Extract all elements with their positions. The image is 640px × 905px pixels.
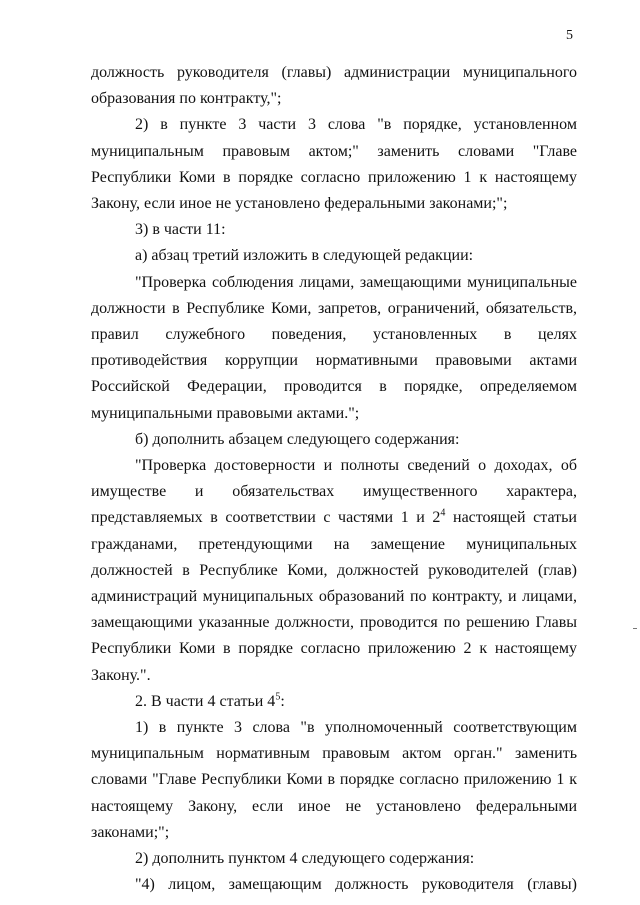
superscript: 4 xyxy=(440,508,446,520)
paragraph-item-3: 3) в части 11: xyxy=(135,221,226,239)
paragraph-item-2: 2) в пункте 3 части 3 слова "в порядке, установленном муниципальным правовым актом;" заменить словами "Главе Республики Коми в порядке согласно приложению 1 к настоящему Закону, если иное не установлено федеральными законами;"; xyxy=(91,116,577,213)
paragraph-subitem-1: 1) в пункте 3 слова "в уполномоченный соответствующим муниципальным нормативным правовым актом орган." заменить словами "Главе Республики Коми в порядке согласно приложению 1 к настоящему Закону, если иное не установлено федеральными законами;"; xyxy=(91,719,577,841)
paragraph-text: : xyxy=(280,692,285,710)
paragraph-quote-check: "Проверка соблюдения лицами, замещающими муниципальные должности в Республике Коми, запретов, ограничений, обязательств, правил служебного поведения, установленных в целях противодействия коррупции нормативными правовыми актами Российской Федерации, проводится в порядке, определяемом муниципальными правовыми актами."; xyxy=(91,273,577,422)
paragraph-subitem-a: а) абзац третий изложить в следующей редакции: xyxy=(135,247,474,265)
paragraph-text: настоящей статьи гражданами, претендующими на замещение муниципальных должностей в Республике Коми, должностей руководителей (глав) администраций муниципальных образований по контракту, и лицами, замещающими указанные должности, проводится по решению Главы Республики Коми в порядке согласно приложению 2 к настоящему Закону.". xyxy=(91,509,577,684)
paragraph-section-2 xyxy=(91,689,577,715)
paragraph-subitem-b: б) дополнить абзацем следующего содержания: xyxy=(135,430,460,448)
paragraph-quote-verification xyxy=(91,453,577,689)
paragraph-continuation: должность руководителя (главы) администрации муниципального образования по контракту,"; xyxy=(91,64,577,108)
document-body xyxy=(91,60,577,899)
superscript: 5 xyxy=(275,691,281,703)
margin-mark xyxy=(633,628,637,629)
paragraph-text: 2. В части 4 статьи 4 xyxy=(135,692,276,710)
paragraph-quote-item-4: "4) лицом, замещающим должность руководителя (главы) xyxy=(135,876,577,894)
paragraph-subitem-2: 2) дополнить пунктом 4 следующего содержания: xyxy=(135,850,475,868)
paragraph-text: "Проверка достоверности и полноты сведений о доходах, об имуществе и обязательствах имущественного характера, представляемых в соответствии с частями 1 и 2 xyxy=(91,457,577,527)
page-number: 5 xyxy=(566,28,573,43)
